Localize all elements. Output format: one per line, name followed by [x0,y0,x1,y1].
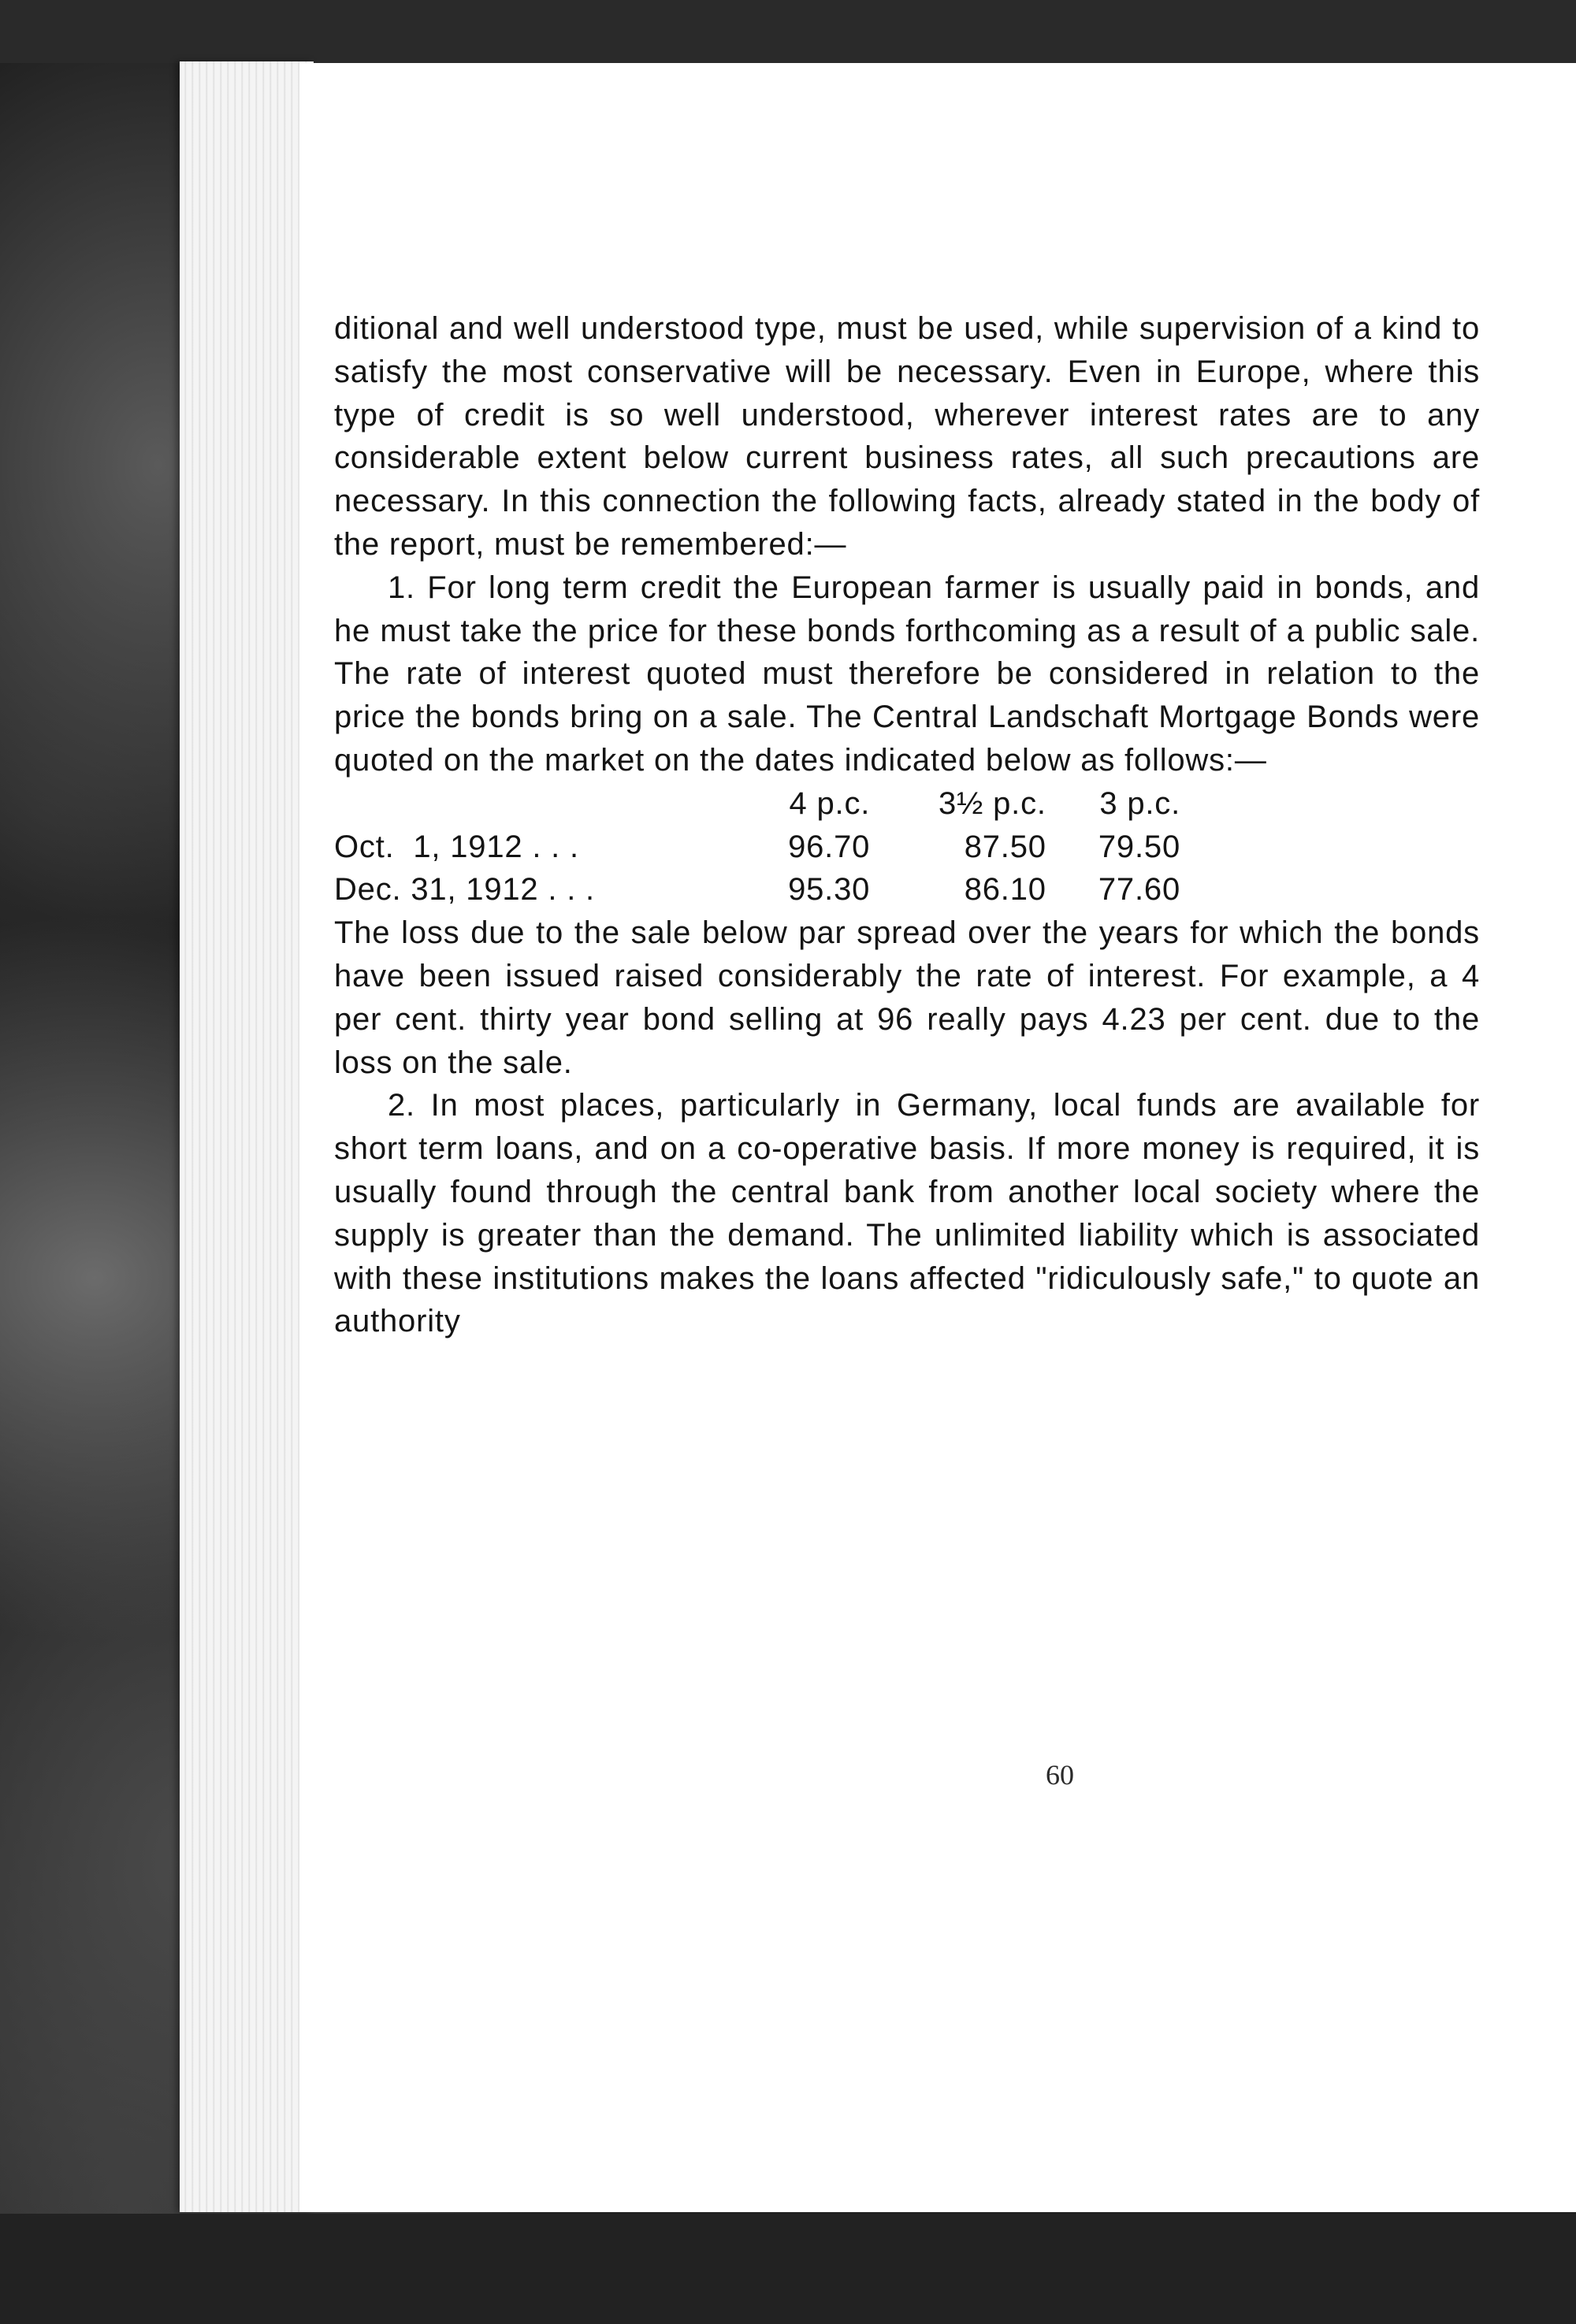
table-date-cell: Dec. 31, 1912 . . . [334,872,595,908]
page-number: 60 [1046,1759,1074,1791]
bond-quotes-table [334,782,1180,911]
book-page-edges [180,61,314,2212]
table-cell: 95.30 [788,872,871,908]
paragraph-continued: ditional and well understood type, must be used, while supervision of a kind to satisfy the most conservative will be necessary. Even in Europe, where this type of credit is so well understood, wherever interest rates are to any considerable extent below current business rates, all such precautions are necessary. In this connection the following facts, already stated in the body of the report, must be remembered:— [334,311,1480,562]
table-cell: 77.60 [1098,872,1180,908]
table-row [334,868,1180,911]
page-text [334,307,1480,1343]
table-header-cell: 3 p.c. [1099,785,1180,821]
table-cell: 86.10 [964,872,1046,908]
table-cell: 96.70 [788,829,871,864]
table-header-cell: 4 p.c. [789,785,871,821]
table-header-cell [334,782,736,826]
table-date-cell: Oct. 1, 1912 . . . [334,829,579,864]
table-cell: 79.50 [1098,829,1180,864]
paragraph-loss: The loss due to the sale below par spread over the years for which the bonds have been issued raised considerably the rate of interest. For example, a 4 per cent. thirty year bond selling at 96 really pays 4.23 per cent. due to the loss on the sale. [334,915,1480,1080]
scan-background-bottom [0,2214,1576,2324]
table-header-cell: 3½ p.c. [939,785,1046,821]
table-row [334,826,1180,869]
table-header-row [334,782,1180,826]
paragraph-point-2: 2. In most places, particularly in Germany, local funds are available for short term loans, and on a co-operative basis. If more money is required, it is usually found through the central bank from another local society where the supply is greater than the demand. The unlimited liability which is associated with these institutions makes the loans affected "ridiculously safe," to quote an authority [334,1088,1480,1339]
table-cell: 87.50 [964,829,1046,864]
paragraph-point-1: 1. For long term credit the European farmer is usually paid in bonds, and he must take the price for these bonds forthcoming as a result of a public sale. The rate of interest quoted must therefore be considered in relation to the price the bonds bring on a sale. The Central Landschaft Mortgage Bonds were quoted on the market on the dates indicated below as follows:— [334,570,1480,778]
scan-background-top [0,0,1576,63]
